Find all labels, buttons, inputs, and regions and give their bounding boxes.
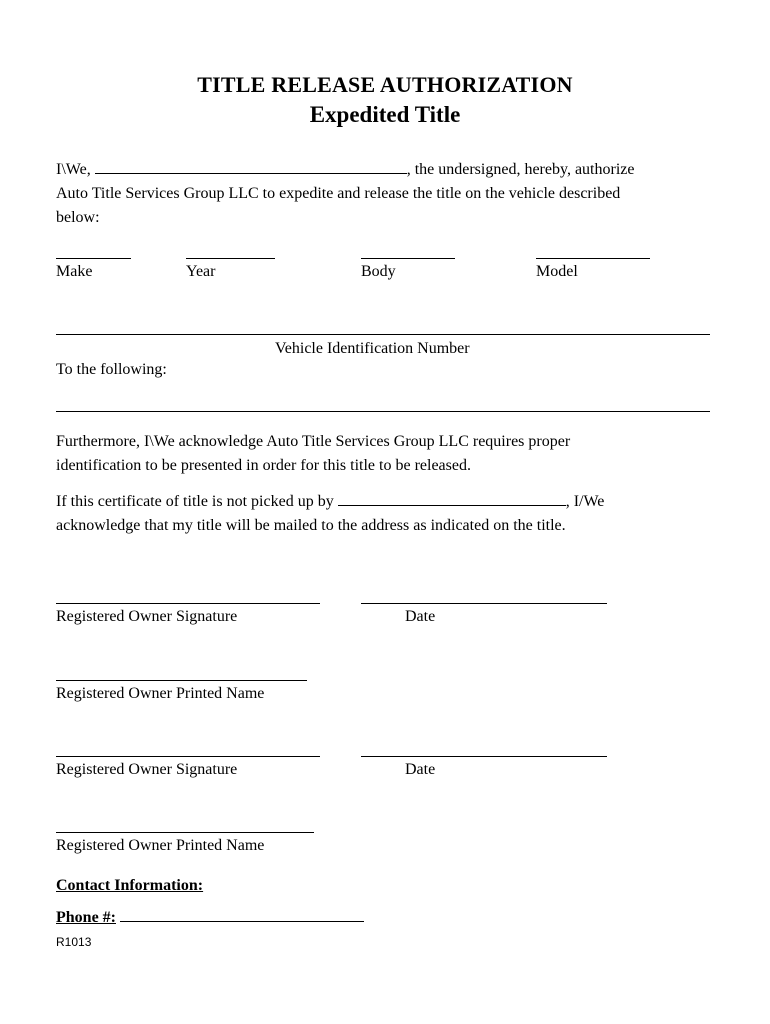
pickup-paragraph <box>56 490 736 538</box>
signature-field-1[interactable] <box>56 603 320 604</box>
vin-label: Vehicle Identification Number <box>275 340 470 357</box>
intro-line-2: Auto Title Services Group LLC to expedite and release the title on the vehicle described <box>56 185 621 202</box>
intro-prefix: I\We, <box>56 161 91 178</box>
pickup-date-field[interactable] <box>338 491 566 506</box>
phone-field[interactable] <box>120 907 364 922</box>
printed-name-field-1[interactable] <box>56 680 307 681</box>
owner-name-field[interactable] <box>95 159 407 174</box>
acknowledge-paragraph <box>56 430 736 478</box>
vin-field[interactable] <box>56 334 710 335</box>
date-label-2: Date <box>405 761 436 778</box>
recipient-field[interactable] <box>56 411 710 412</box>
intro-paragraph <box>56 158 736 230</box>
date-field-2[interactable] <box>361 756 607 757</box>
year-field[interactable] <box>186 258 275 259</box>
date-field-1[interactable] <box>361 603 607 604</box>
model-field[interactable] <box>536 258 650 259</box>
printed-name-field-2[interactable] <box>56 832 314 833</box>
recipient-label: To the following: <box>56 361 167 378</box>
signature-label-2: Registered Owner Signature <box>56 761 238 778</box>
intro-line-1 <box>56 158 736 182</box>
form-code: R1013 <box>56 935 92 949</box>
date-label-1: Date <box>405 608 436 625</box>
signature-field-2[interactable] <box>56 756 320 757</box>
phone-row <box>56 907 364 927</box>
printed-name-label-2: Registered Owner Printed Name <box>56 837 265 854</box>
body-label: Body <box>361 263 396 280</box>
make-field[interactable] <box>56 258 131 259</box>
printed-name-label-1: Registered Owner Printed Name <box>56 685 265 702</box>
acknowledge-line-2: identification to be presented in order for this title to be released. <box>56 457 471 474</box>
signature-label-1: Registered Owner Signature <box>56 608 238 625</box>
intro-line-3: below: <box>56 209 100 226</box>
pickup-prefix: If this certificate of title is not picked up by <box>56 493 334 510</box>
make-label: Make <box>56 263 93 280</box>
document-subtitle: Expedited Title <box>309 102 461 127</box>
phone-label: Phone #: <box>56 909 116 926</box>
body-field[interactable] <box>361 258 455 259</box>
model-label: Model <box>536 263 578 280</box>
intro-suffix: , the undersigned, hereby, authorize <box>406 161 635 178</box>
contact-heading: Contact Information: <box>56 877 204 894</box>
document-title: TITLE RELEASE AUTHORIZATION <box>197 72 573 97</box>
pickup-line-1 <box>56 490 736 514</box>
year-label: Year <box>186 263 216 280</box>
pickup-suffix: , I/We <box>565 493 605 510</box>
acknowledge-line-1: Furthermore, I\We acknowledge Auto Title Services Group LLC requires proper <box>56 433 571 450</box>
pickup-line-2: acknowledge that my title will be mailed to the address as indicated on the title. <box>56 517 566 534</box>
